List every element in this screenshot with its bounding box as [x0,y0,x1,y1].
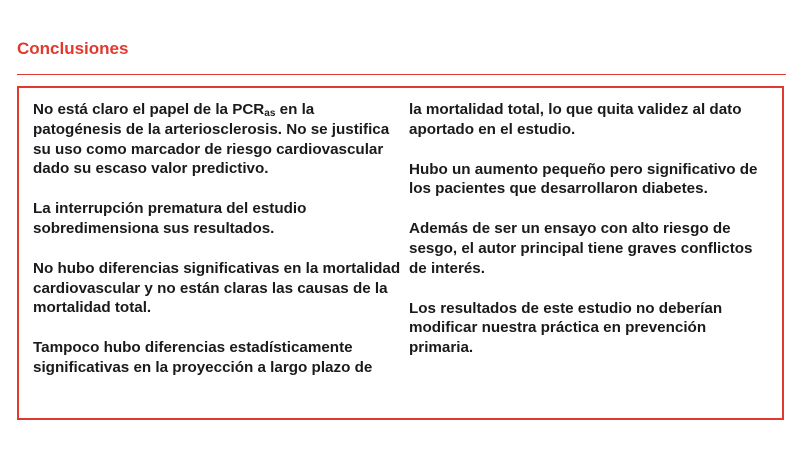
conclusion-paragraph-1 [33,100,405,179]
conclusion-paragraph-6: Hubo un aumento pequeño pero significativo de los pacientes que desarrollaron diabetes. [409,160,758,198]
conclusion-paragraph-8: Los resultados de este estudio no deberían modificar nuestra práctica en prevención primaria. [409,299,723,357]
paragraph-text: No está claro el papel de la PCR [33,101,265,118]
conclusions-left-column [33,100,405,398]
subscript-text: as [264,108,276,119]
conclusion-paragraph-5: la mortalidad total, lo que quita validez al dato aportado en el estudio. [409,101,742,138]
paragraph-text: en la patogénesis de la arteriosclerosis. No se justifica su uso como marcador de riesgo cardiovascular dado su escaso valor predictivo. [33,101,390,178]
conclusion-paragraph-4: Tampoco hubo diferencias estadísticamente significativas en la proyección a largo plazo de [33,339,373,376]
conclusion-paragraph-7: Además de ser un ensayo con alto riesgo de sesgo, el autor principal tiene graves conflictos de interés. [409,220,753,277]
conclusions-right-column [409,100,769,378]
section-title: Conclusiones [17,39,129,58]
conclusion-paragraph-3: No hubo diferencias significativas en la mortalidad cardiovascular y no están claras las causas de la mortalidad total. [33,259,401,317]
conclusion-paragraph-2: La interrupción prematura del estudio sobredimensiona sus resultados. [33,200,307,237]
title-divider [17,74,786,75]
